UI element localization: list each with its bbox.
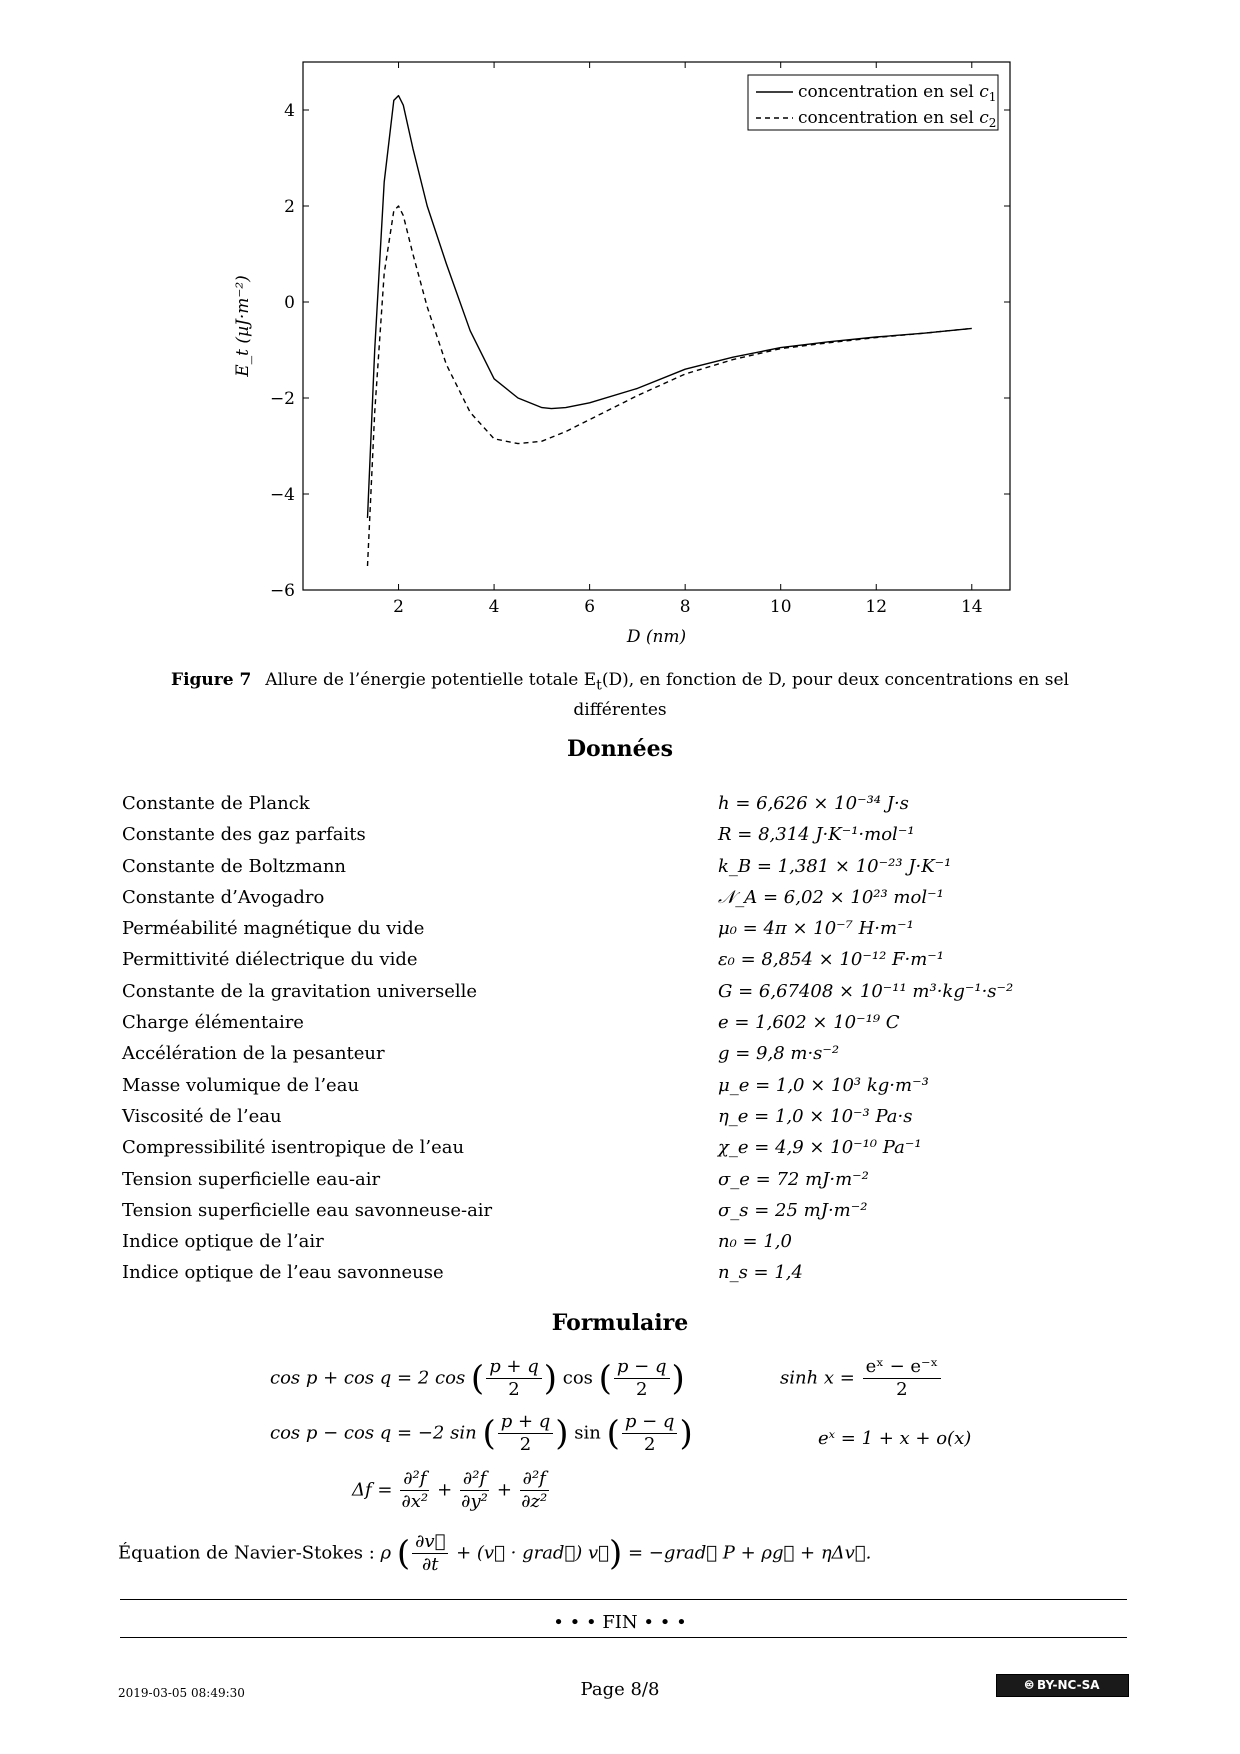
donnees-title: Données: [566, 736, 674, 762]
constant-row: [122, 851, 1122, 882]
series-line-c1: [368, 96, 972, 518]
constant-row: [122, 788, 1122, 819]
constant-name: Masse volumique de l’eau: [122, 1074, 360, 1096]
constant-name: Indice optique de l’eau savonneuse: [122, 1262, 444, 1284]
constant-value: χ_e = 4,9 × 10⁻¹⁰ Pa⁻¹: [718, 1137, 922, 1159]
x-tick-label: 4: [488, 597, 500, 617]
legend-entry: concentration en sel $c_2$: [798, 108, 997, 130]
fin-marker: • • • FIN • • •: [553, 1612, 687, 1633]
rule-top: [120, 1599, 1127, 1600]
formula-laplacian: Δf = $\frac{\text{∂²f}}{\text{∂x²}}$ + $\frac{\text{∂²f}}{\text{∂y²}}$ + $\frac{\text{∂²f}}{\text{∂z²}}$: [352, 1468, 548, 1512]
constant-value: G = 6,67408 × 10⁻¹¹ m³·kg⁻¹·s⁻²: [718, 980, 1014, 1002]
x-tick-label: 14: [960, 597, 983, 617]
x-tick-label: 10: [769, 597, 792, 617]
constant-name: Charge élémentaire: [122, 1012, 304, 1034]
constant-value: η_e = 1,0 × 10⁻³ Pa·s: [718, 1105, 913, 1127]
chart-svg: [0, 0, 1240, 660]
y-tick-label: −4: [269, 485, 295, 505]
constant-value: h = 6,626 × 10⁻³⁴ J·s: [718, 793, 909, 814]
constant-row: [122, 882, 1122, 913]
constant-row: [122, 1257, 1122, 1288]
constant-name: Permittivité diélectrique du vide: [122, 949, 418, 971]
y-tick-label: 4: [284, 101, 295, 121]
x-tick-label: 12: [865, 597, 888, 617]
y-axis-label: E_t (µJ·m⁻²): [233, 275, 253, 377]
constant-name: Indice optique de l’air: [122, 1231, 324, 1253]
caption-sub: t: [596, 677, 602, 694]
figure-caption: [130, 668, 1110, 723]
formula-exp: eˣ = 1 + x + o(x): [818, 1428, 972, 1449]
formulaire-title: Formulaire: [551, 1310, 689, 1336]
caption-text-1: Allure de l’énergie potentielle totale E: [265, 670, 597, 690]
x-axis-label: D (nm): [626, 627, 687, 647]
constant-name: Tension superficielle eau savonneuse-air: [122, 1199, 493, 1221]
legend-entry: concentration en sel $c_1$: [798, 82, 997, 104]
constant-row: [122, 976, 1122, 1007]
energy-chart: [0, 0, 1240, 660]
constant-row: [122, 1226, 1122, 1257]
formula-navier-stokes: Équation de Navier-Stokes : ρ ( $\frac{\partial v⃗}{\partial t}$ + (v⃗ · grad⃗) v⃗) = −grad⃗ P + ρg⃗ + ηΔv⃗.: [118, 1531, 872, 1575]
constant-value: 𝒩_A = 6,02 × 10²³ mol⁻¹: [718, 886, 944, 908]
y-tick-label: 0: [284, 293, 295, 313]
constant-name: Constante de Boltzmann: [122, 855, 347, 877]
constant-row: [122, 1101, 1122, 1132]
constant-row: [122, 944, 1122, 975]
formula-cos-sum: cos p + cos q = 2 cos ( $\frac{p + q}{2}$ ) cos ( $\frac{p - q}{2}$ ): [270, 1356, 685, 1400]
constant-row: [122, 1164, 1122, 1195]
constant-name: Compressibilité isentropique de l’eau: [122, 1137, 465, 1159]
constant-value: ε₀ = 8,854 × 10⁻¹² F·m⁻¹: [718, 949, 945, 971]
constant-value: n_s = 1,4: [718, 1262, 803, 1284]
constant-value: k_B = 1,381 × 10⁻²³ J·K⁻¹: [718, 855, 952, 877]
constant-row: [122, 913, 1122, 944]
y-tick-label: −2: [269, 389, 295, 409]
series-line-c2: [368, 206, 972, 566]
caption-text-2: différentes: [573, 700, 667, 721]
constant-row: [122, 1195, 1122, 1226]
footer-date: 2019-03-05 08:49:30: [118, 1686, 245, 1700]
constant-name: Constante d’Avogadro: [122, 886, 325, 908]
caption-text-1b: (D), en fonction de D, pour deux concentrations en sel: [601, 670, 1069, 690]
plot-frame: [303, 62, 1010, 590]
y-tick-label: −6: [269, 581, 295, 601]
constant-name: Constante des gaz parfaits: [122, 824, 366, 846]
rule-bottom: [120, 1637, 1127, 1638]
constants-table: [122, 788, 1122, 1289]
constant-row: [122, 1070, 1122, 1101]
constant-name: Perméabilité magnétique du vide: [122, 918, 425, 940]
constant-row: [122, 1007, 1122, 1038]
constant-name: Constante de la gravitation universelle: [122, 980, 478, 1002]
constant-value: σ_e = 72 mJ·m⁻²: [718, 1168, 869, 1190]
constant-name: Constante de Planck: [122, 793, 310, 814]
constant-value: e = 1,602 × 10⁻¹⁹ C: [718, 1012, 900, 1034]
constant-value: σ_s = 25 mJ·m⁻²: [718, 1199, 868, 1221]
x-tick-label: 8: [679, 597, 691, 617]
constant-value: μ₀ = 4π × 10⁻⁷ H·m⁻¹: [718, 918, 914, 940]
license-badge: 🅭 BY-NC-SA: [996, 1674, 1129, 1697]
x-tick-label: 6: [584, 597, 596, 617]
formula-cos-diff: cos p − cos q = −2 sin ( $\frac{p + q}{2}$ ) sin ( $\frac{p - q}{2}$ ): [270, 1411, 693, 1455]
constant-name: Accélération de la pesanteur: [122, 1043, 385, 1065]
formula-sinh: sinh x = $\frac{\text{eˣ − e⁻ˣ}}{2}$: [780, 1356, 943, 1401]
constant-name: Tension superficielle eau-air: [122, 1168, 381, 1190]
constant-row: [122, 1038, 1122, 1069]
constant-name: Viscosité de l’eau: [122, 1105, 282, 1127]
constant-value: R = 8,314 J·K⁻¹·mol⁻¹: [718, 824, 915, 846]
figure-label: Figure 7: [171, 670, 252, 690]
constant-row: [122, 819, 1122, 850]
constant-value: g = 9,8 m·s⁻²: [718, 1043, 840, 1065]
y-tick-label: 2: [284, 197, 295, 217]
constant-value: μ_e = 1,0 × 10³ kg·m⁻³: [718, 1074, 929, 1096]
constant-value: n₀ = 1,0: [718, 1231, 792, 1253]
page-number: Page 8/8: [580, 1679, 660, 1700]
constant-row: [122, 1132, 1122, 1163]
x-tick-label: 2: [393, 597, 404, 617]
